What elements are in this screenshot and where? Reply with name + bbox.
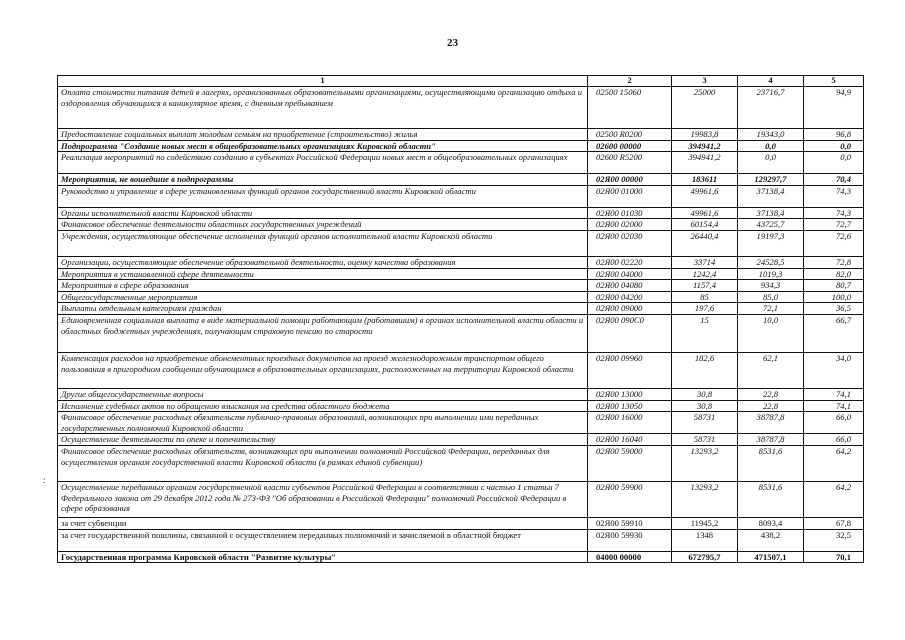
row-percent-cell: 64,2 xyxy=(804,445,864,481)
row-plan-cell: 58731 xyxy=(672,412,738,434)
row-fact-cell: 24528,5 xyxy=(738,256,804,268)
row-name-cell: Общегосударственные мероприятия xyxy=(58,291,588,303)
row-name-cell: за счет субвенции xyxy=(58,517,588,529)
table-row xyxy=(58,400,864,412)
table-row xyxy=(58,352,864,388)
row-code-cell: 02600 R5200 xyxy=(588,152,672,174)
row-name-cell: Исполнение судебных актов по обращению взыскания на средства областного бюджета xyxy=(58,400,588,412)
table-row xyxy=(58,481,864,517)
table-row xyxy=(58,551,864,563)
row-plan-cell: 26440,4 xyxy=(672,230,738,256)
table-row xyxy=(58,174,864,186)
row-name-cell: Руководство и управление в сфере установленных функций органов государственной власти Кировской области xyxy=(58,185,588,207)
table-row xyxy=(58,256,864,268)
row-percent-cell: 94,9 xyxy=(804,87,864,129)
row-plan-cell: 1348 xyxy=(672,529,738,551)
row-percent-cell: 100,0 xyxy=(804,291,864,303)
row-name-cell: Организации, осуществляющие обеспечение образовательной деятельности, оценку качества образования xyxy=(58,256,588,268)
row-plan-cell: 19983,8 xyxy=(672,129,738,141)
row-percent-cell: 34,0 xyxy=(804,352,864,388)
row-fact-cell: 22,8 xyxy=(738,400,804,412)
row-plan-cell: 1157,4 xyxy=(672,280,738,292)
row-fact-cell: 0,0 xyxy=(738,140,804,152)
row-percent-cell: 67,8 xyxy=(804,517,864,529)
row-code-cell: 02Я00 01000 xyxy=(588,185,672,207)
table-row xyxy=(58,314,864,352)
row-plan-cell: 394941,2 xyxy=(672,152,738,174)
table-row xyxy=(58,291,864,303)
row-name-cell: Оплата стоимости питания детей в лагерях, организованных образовательными организациями, осуществляющими организацию отдыха и оздоровления обучающихся в каникулярное время, с дневным пребыванием xyxy=(58,87,588,129)
row-code-cell: 02500 R0200 xyxy=(588,129,672,141)
row-percent-cell: 74,1 xyxy=(804,388,864,400)
table-row xyxy=(58,268,864,280)
row-fact-cell: 8531,6 xyxy=(738,481,804,517)
table-row xyxy=(58,412,864,434)
row-plan-cell: 30,8 xyxy=(672,388,738,400)
row-percent-cell: 32,5 xyxy=(804,529,864,551)
row-name-cell: за счет государственной пошлины, связанной с осуществлением переданных полномочий и зачисляемой в областной бюджет xyxy=(58,529,588,551)
row-plan-cell: 60154,4 xyxy=(672,219,738,231)
row-fact-cell: 22,8 xyxy=(738,388,804,400)
table-row xyxy=(58,87,864,129)
row-fact-cell: 10,0 xyxy=(738,314,804,352)
row-name-cell: Осуществление переданных органам государственной власти субъектов Российской Федерации в соответствии с частью 1 статьи 7 Федерального закона от 29 декабря 2012 года № 273-ФЗ "Об образовании в Российской Федерации" полномочий Российской Федерации в сфере образования xyxy=(58,481,588,517)
row-code-cell: 02Я00 04080 xyxy=(588,280,672,292)
row-code-cell: 02Я00 04000 xyxy=(588,268,672,280)
row-code-cell: 02Я00 16000 xyxy=(588,412,672,434)
row-percent-cell: 74,3 xyxy=(804,185,864,207)
column-header: 5 xyxy=(804,76,864,87)
table-row xyxy=(58,280,864,292)
table-body xyxy=(58,87,864,563)
row-fact-cell: 471507,1 xyxy=(738,551,804,563)
row-name-cell: Государственная программа Кировской области "Развитие культуры" xyxy=(58,551,588,563)
row-percent-cell: 80,7 xyxy=(804,280,864,292)
row-plan-cell: 13293,2 xyxy=(672,445,738,481)
row-code-cell: 02Я00 59000 xyxy=(588,445,672,481)
row-name-cell: Финансовое обеспечение расходных обязательств, возникающих при выполнении полномочий Российской Федерации, переданных для осуществления органам государственной власти Кировской области (в рамках единой субвенции) xyxy=(58,445,588,481)
row-name-cell: Учреждения, осуществляющие обеспечение исполнения функций органов исполнительной власти Кировской области xyxy=(58,230,588,256)
row-name-cell: Органы исполнительной власти Кировской области xyxy=(58,207,588,219)
row-fact-cell: 38787,8 xyxy=(738,412,804,434)
row-percent-cell: 74,3 xyxy=(804,207,864,219)
row-name-cell: Мероприятия, не вошедшие в подпрограммы xyxy=(58,174,588,186)
row-code-cell: 02Я00 01030 xyxy=(588,207,672,219)
stray-mark: : xyxy=(43,475,46,485)
row-plan-cell: 197,6 xyxy=(672,303,738,315)
row-fact-cell: 0,0 xyxy=(738,152,804,174)
column-header: 1 xyxy=(58,76,588,87)
row-percent-cell: 64,2 xyxy=(804,481,864,517)
row-plan-cell: 49961,6 xyxy=(672,207,738,219)
row-plan-cell: 15 xyxy=(672,314,738,352)
row-percent-cell: 66,0 xyxy=(804,412,864,434)
row-name-cell: Реализация мероприятий по содействию созданию в субъектах Российской Федерации новых мест в общеобразовательных организациях xyxy=(58,152,588,174)
row-fact-cell: 37138,4 xyxy=(738,207,804,219)
row-percent-cell: 66,0 xyxy=(804,434,864,446)
row-percent-cell: 70,1 xyxy=(804,551,864,563)
row-code-cell: 02Я00 02220 xyxy=(588,256,672,268)
page-number: 23 xyxy=(447,37,458,49)
row-fact-cell: 23716,7 xyxy=(738,87,804,129)
row-plan-cell: 672795,7 xyxy=(672,551,738,563)
row-fact-cell: 1019,3 xyxy=(738,268,804,280)
table-row xyxy=(58,434,864,446)
row-plan-cell: 182,6 xyxy=(672,352,738,388)
table-row xyxy=(58,129,864,141)
row-name-cell: Мероприятия в установленной сфере деятельности xyxy=(58,268,588,280)
row-fact-cell: 19343,0 xyxy=(738,129,804,141)
row-code-cell: 04000 00000 xyxy=(588,551,672,563)
row-percent-cell: 72,6 xyxy=(804,230,864,256)
table-row xyxy=(58,152,864,174)
row-percent-cell: 0,0 xyxy=(804,140,864,152)
column-header: 3 xyxy=(672,76,738,87)
row-code-cell: 02Я00 59930 xyxy=(588,529,672,551)
row-percent-cell: 36,5 xyxy=(804,303,864,315)
row-fact-cell: 85,0 xyxy=(738,291,804,303)
row-percent-cell: 82,0 xyxy=(804,268,864,280)
row-code-cell: 02Я00 09000 xyxy=(588,303,672,315)
row-percent-cell: 72,8 xyxy=(804,256,864,268)
row-fact-cell: 37138,4 xyxy=(738,185,804,207)
row-percent-cell: 0,0 xyxy=(804,152,864,174)
table-row xyxy=(58,388,864,400)
row-name-cell: Компенсация расходов на приобретение абонементных проездных документов на проезд железнодорожным транспортом общего пользования в пригородном сообщении обучающимся в образовательных организациях, расположенных на территории Кировской области xyxy=(58,352,588,388)
row-percent-cell: 74,1 xyxy=(804,400,864,412)
row-code-cell: 02Я00 090С0 xyxy=(588,314,672,352)
column-header: 2 xyxy=(588,76,672,87)
row-code-cell: 02Я00 59900 xyxy=(588,481,672,517)
row-fact-cell: 19197,3 xyxy=(738,230,804,256)
row-name-cell: Финансовое обеспечение расходных обязательств публично-правовых образований, возникающих при выполнении ими переданных государственных полномочий Кировской области xyxy=(58,412,588,434)
row-name-cell: Выплаты отдельным категориям граждан xyxy=(58,303,588,315)
table-row xyxy=(58,140,864,152)
row-percent-cell: 66,7 xyxy=(804,314,864,352)
budget-table xyxy=(57,75,864,563)
row-code-cell: 02Я00 09960 xyxy=(588,352,672,388)
row-plan-cell: 49961,6 xyxy=(672,185,738,207)
row-percent-cell: 96,8 xyxy=(804,129,864,141)
row-code-cell: 02Я00 02000 xyxy=(588,219,672,231)
row-fact-cell: 438,2 xyxy=(738,529,804,551)
row-fact-cell: 8531,6 xyxy=(738,445,804,481)
table-row xyxy=(58,207,864,219)
row-fact-cell: 38787,8 xyxy=(738,434,804,446)
row-name-cell: Единовременная социальная выплата в виде материальной помощи работающим (работавшим) в органах исполнительной власти области и областных бюджетных учреждениях, получающим страховую пенсию по старости xyxy=(58,314,588,352)
row-plan-cell: 183611 xyxy=(672,174,738,186)
row-name-cell: Предоставление социальных выплат молодым семьям на приобретение (строительство) жилья xyxy=(58,129,588,141)
row-fact-cell: 62,1 xyxy=(738,352,804,388)
table-row xyxy=(58,303,864,315)
row-code-cell: 02Я00 13050 xyxy=(588,400,672,412)
row-plan-cell: 58731 xyxy=(672,434,738,446)
row-plan-cell: 13293,2 xyxy=(672,481,738,517)
row-name-cell: Мероприятия в сфере образования xyxy=(58,280,588,292)
row-plan-cell: 394941,2 xyxy=(672,140,738,152)
row-fact-cell: 43725,7 xyxy=(738,219,804,231)
row-code-cell: 02600 00000 xyxy=(588,140,672,152)
row-code-cell: 02Я00 02030 xyxy=(588,230,672,256)
row-name-cell: Осуществление деятельности по опеке и попечительству xyxy=(58,434,588,446)
row-fact-cell: 8093,4 xyxy=(738,517,804,529)
row-plan-cell: 33714 xyxy=(672,256,738,268)
row-code-cell: 02500 15060 xyxy=(588,87,672,129)
row-plan-cell: 30,8 xyxy=(672,400,738,412)
row-plan-cell: 11945,2 xyxy=(672,517,738,529)
table-row xyxy=(58,517,864,529)
row-plan-cell: 25000 xyxy=(672,87,738,129)
column-header: 4 xyxy=(738,76,804,87)
row-percent-cell: 70,4 xyxy=(804,174,864,186)
row-name-cell: Подпрограмма "Создание новых мест в общеобразовательных организациях Кировской области" xyxy=(58,140,588,152)
row-name-cell: Финансовое обеспечение деятельности областных государственных учреждений xyxy=(58,219,588,231)
row-code-cell: 02Я00 00000 xyxy=(588,174,672,186)
row-plan-cell: 1242,4 xyxy=(672,268,738,280)
row-fact-cell: 934,3 xyxy=(738,280,804,292)
table-row xyxy=(58,445,864,481)
table-row xyxy=(58,219,864,231)
row-code-cell: 02Я00 59910 xyxy=(588,517,672,529)
row-plan-cell: 85 xyxy=(672,291,738,303)
row-code-cell: 02Я00 16040 xyxy=(588,434,672,446)
row-fact-cell: 72,1 xyxy=(738,303,804,315)
row-name-cell: Другие общегосударственные вопросы xyxy=(58,388,588,400)
header-row xyxy=(58,76,864,87)
row-percent-cell: 72,7 xyxy=(804,219,864,231)
row-code-cell: 02Я00 13000 xyxy=(588,388,672,400)
table-row xyxy=(58,529,864,551)
table-row xyxy=(58,230,864,256)
row-code-cell: 02Я00 04200 xyxy=(588,291,672,303)
row-fact-cell: 129297,7 xyxy=(738,174,804,186)
table-row xyxy=(58,185,864,207)
